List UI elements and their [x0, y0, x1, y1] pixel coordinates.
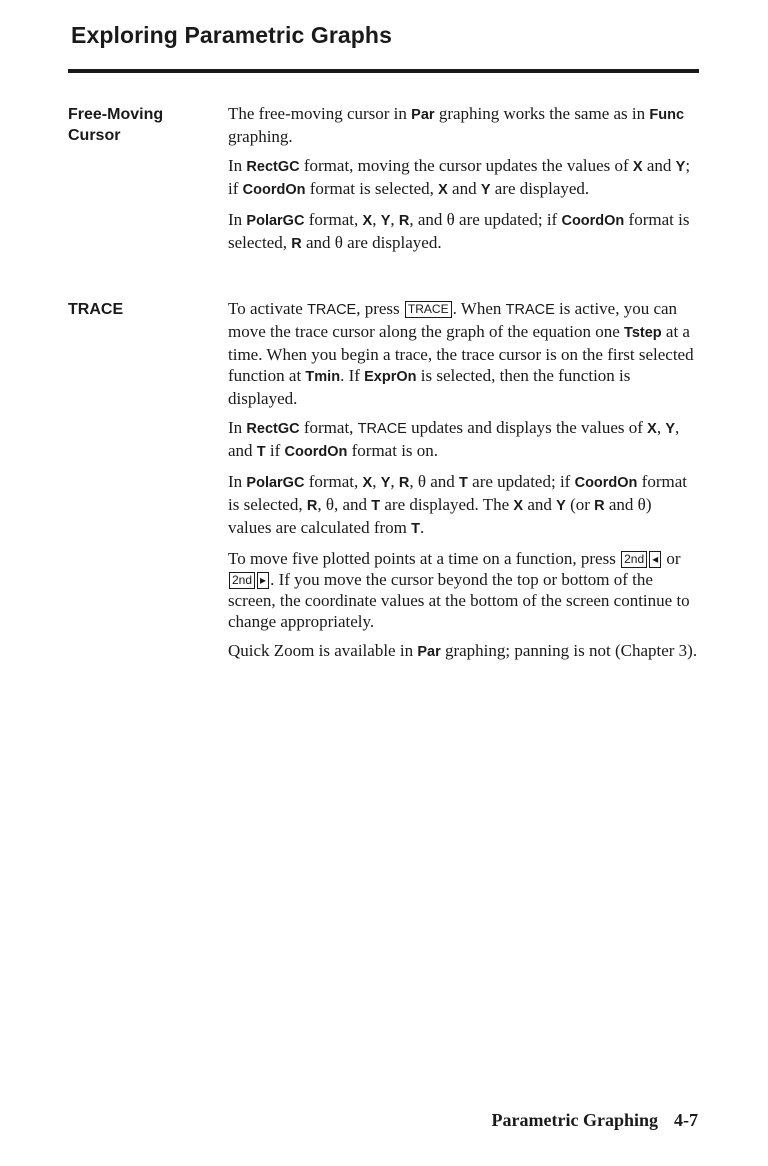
label-text: TRACE [68, 301, 124, 318]
2nd-key: 2nd [229, 572, 255, 589]
section-body [228, 103, 698, 255]
page-footer [492, 1110, 698, 1131]
page-number: 4-7 [674, 1110, 698, 1130]
paragraph: In RectGC format, TRACE updates and displays the values of X, Y, and T if CoordOn format is on. [228, 418, 680, 460]
section-label-free-moving [68, 104, 218, 146]
left-arrow-key-icon: ◂ [649, 551, 661, 568]
paragraph: To activate TRACE, press TRACE . When TRACE is active, you can move the trace cursor along the graph of the equation one Tstep at a time. When you begin a trace, the trace cursor is on the first selected function at Tmin. If ExprOn is selected, then the function is displayed. [228, 299, 694, 408]
right-arrow-key-icon: ▸ [257, 572, 269, 589]
page-title: Exploring Parametric Graphs [71, 22, 392, 48]
trace-key: TRACE [405, 301, 452, 318]
section-trace [68, 298, 699, 671]
paragraph: In PolarGC format, X, Y, R, and θ are updated; if CoordOn format is selected, R and θ are displayed. [228, 210, 690, 252]
label-text: Free-Moving Cursor [68, 106, 164, 144]
footer-section-name: Parametric Graphing [491, 1110, 658, 1130]
paragraph: Quick Zoom is available in Par graphing; panning is not (Chapter 3). [228, 641, 698, 660]
section-free-moving-cursor [68, 103, 699, 263]
paragraph: To move five plotted points at a time on a function, press 2nd ◂ or 2nd ▸ . If you move the cursor beyond the top or bottom of the screen, the coordinate values at the bottom of the screen continue to change appropriately. [228, 549, 690, 631]
paragraph: In PolarGC format, X, Y, R, θ and T are updated; if CoordOn format is selected, R, θ, and T are displayed. The X and Y (or R and θ) values are calculated from T. [228, 472, 687, 537]
section-body [228, 298, 698, 663]
paragraph: The free-moving cursor in Par graphing works the same as in Func graphing. [228, 104, 685, 146]
title-rule [68, 69, 699, 73]
2nd-key: 2nd [621, 551, 647, 568]
paragraph: In RectGC format, moving the cursor updates the values of X and Y; if CoordOn format is selected, X and Y are displayed. [228, 156, 691, 198]
section-label-trace [68, 299, 218, 320]
